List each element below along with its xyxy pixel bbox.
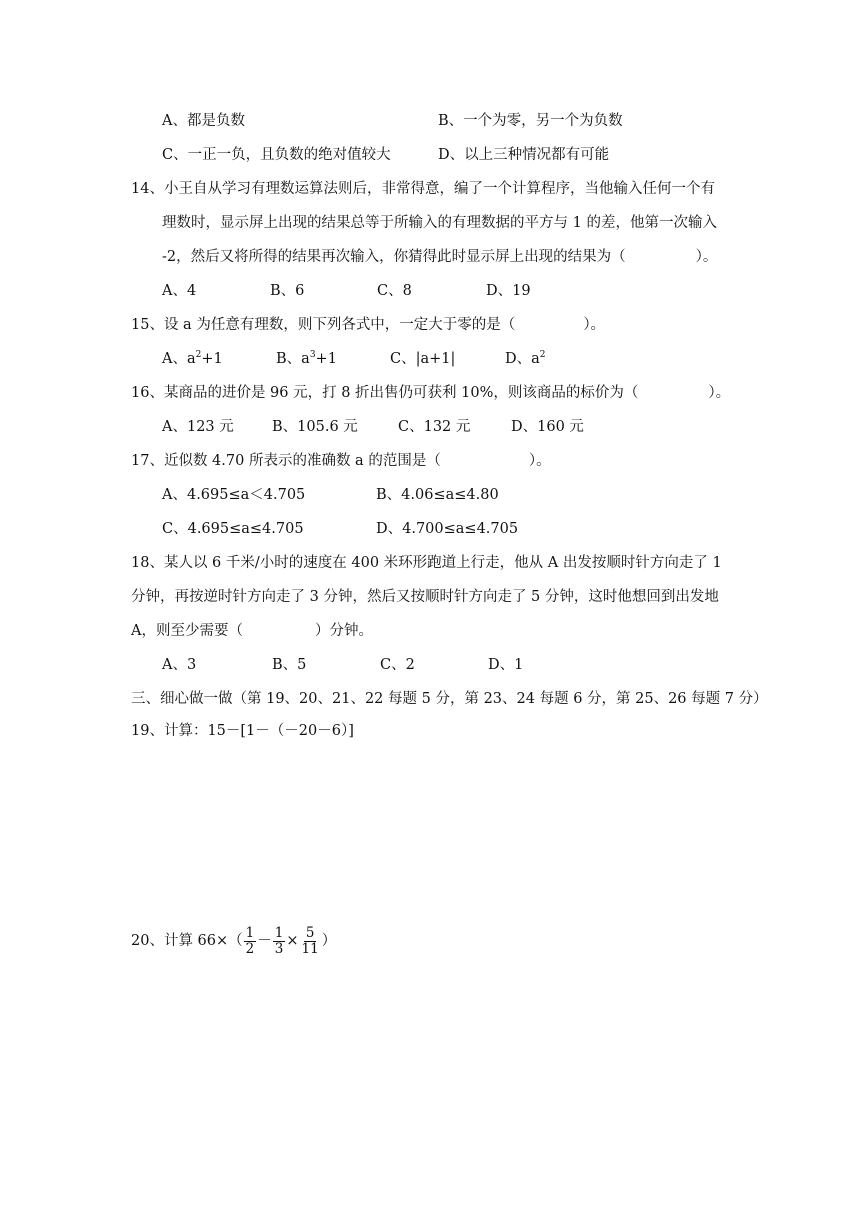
q14-stem-line3 — [162, 247, 717, 267]
q17-stem — [131, 451, 551, 471]
q17-option-b: B、4.06≤a≤4.80 — [376, 487, 499, 503]
q13-option-c: C、一正一负，且负数的绝对值较大 — [162, 147, 391, 163]
q14-stem-line3-text: -2，然后又将所得的结果再次输入，你猜得此时显示屏上出现的结果为（ — [162, 249, 626, 265]
q18-option-c: C、2 — [380, 657, 415, 673]
fraction-1-3: $\frac{1}{3}$ — [274, 924, 284, 957]
q17-stem-text: 17、近似数 4.70 所表示的准确数 a 的范围是（ — [131, 453, 441, 469]
q18-option-a: A、3 — [162, 657, 197, 673]
fraction-5-11: $\frac{5}{11}$ — [301, 924, 319, 957]
q15-option-a: A、$a^2+1$ — [162, 350, 223, 367]
q14-stem-line3-close: ）。 — [695, 249, 718, 265]
q17-option-c: C、4.695≤a≤4.705 — [162, 521, 304, 537]
q18-stem-line3-close: ）分钟。 — [314, 623, 373, 639]
q14-option-c: C、8 — [377, 283, 412, 299]
q20-prefix: 20、计算 66×（ — [131, 933, 243, 949]
q20-stem — [131, 922, 336, 960]
q13-option-b: B、一个为零，另一个为负数 — [438, 113, 623, 129]
q16-option-b: B、105.6 元 — [272, 419, 358, 435]
q14-stem-line1: 14、小王自从学习有理数运算法则后，非常得意，编了一个计算程序，当他输入任何一个有 — [131, 181, 715, 197]
q15-stem-close: ）。 — [583, 317, 606, 333]
q18-option-b: B、5 — [272, 657, 307, 673]
q15-stem-text: 15、设 a 为任意有理数，则下列各式中，一定大于零的是（ — [131, 317, 516, 333]
q18-stem-line2: 分钟，再按逆时针方向走了 3 分钟，然后又按顺时针方向走了 5 分钟，这时他想回到出发地 — [131, 589, 719, 605]
q14-option-d: D、19 — [486, 283, 531, 299]
q16-stem-close: ）。 — [708, 385, 731, 401]
q18-stem-line3 — [131, 621, 373, 641]
q18-stem-line1: 18、某人以 6 千米/小时的速度在 400 米环形跑道上行走，他从 A 出发按顺时针方向走了 1 — [131, 555, 722, 571]
q17-option-a: A、4.695≤a＜4.705 — [162, 487, 306, 503]
q15-option-c: C、|a+1| — [390, 351, 456, 367]
q14-option-b: B、6 — [270, 283, 305, 299]
q15-option-d: D、$a^2$ — [505, 350, 546, 367]
minus-sign: － — [257, 933, 272, 949]
q14-stem-line2: 理数时，显示屏上出现的结果总等于所输入的有理数据的平方与 1 的差，他第一次输入 — [162, 215, 717, 231]
q16-option-d: D、160 元 — [511, 419, 584, 435]
q15-stem — [131, 315, 605, 335]
q14-option-a: A、4 — [162, 283, 197, 299]
fraction-1-2: $\frac{1}{2}$ — [245, 924, 255, 957]
q16-stem — [131, 383, 730, 403]
q18-stem-line3-text: A，则至少需要（ — [131, 623, 243, 639]
q17-stem-close: ）。 — [528, 453, 551, 469]
section-3-heading: 三、细心做一做（第 19、20、21、22 每题 5 分，第 23、24 每题 6 分，第 25、26 每题 7 分） — [131, 691, 768, 707]
q18-option-d: D、1 — [488, 657, 524, 673]
times-sign: × — [286, 933, 299, 949]
q15-option-b: B、$a^3+1$ — [276, 350, 337, 367]
q13-option-a: A、都是负数 — [162, 113, 245, 129]
q19-stem: 19、计算：15－[1－（－20－6）] — [131, 723, 354, 739]
q20-suffix: ） — [321, 933, 337, 949]
q13-option-d: D、以上三种情况都有可能 — [438, 147, 610, 163]
q17-option-d: D、4.700≤a≤4.705 — [376, 521, 519, 537]
q16-stem-text: 16、某商品的进价是 96 元，打 8 折出售仍可获利 10%，则该商品的标价为（ — [131, 385, 639, 401]
q16-option-c: C、132 元 — [398, 419, 471, 435]
q16-option-a: A、123 元 — [162, 419, 234, 435]
